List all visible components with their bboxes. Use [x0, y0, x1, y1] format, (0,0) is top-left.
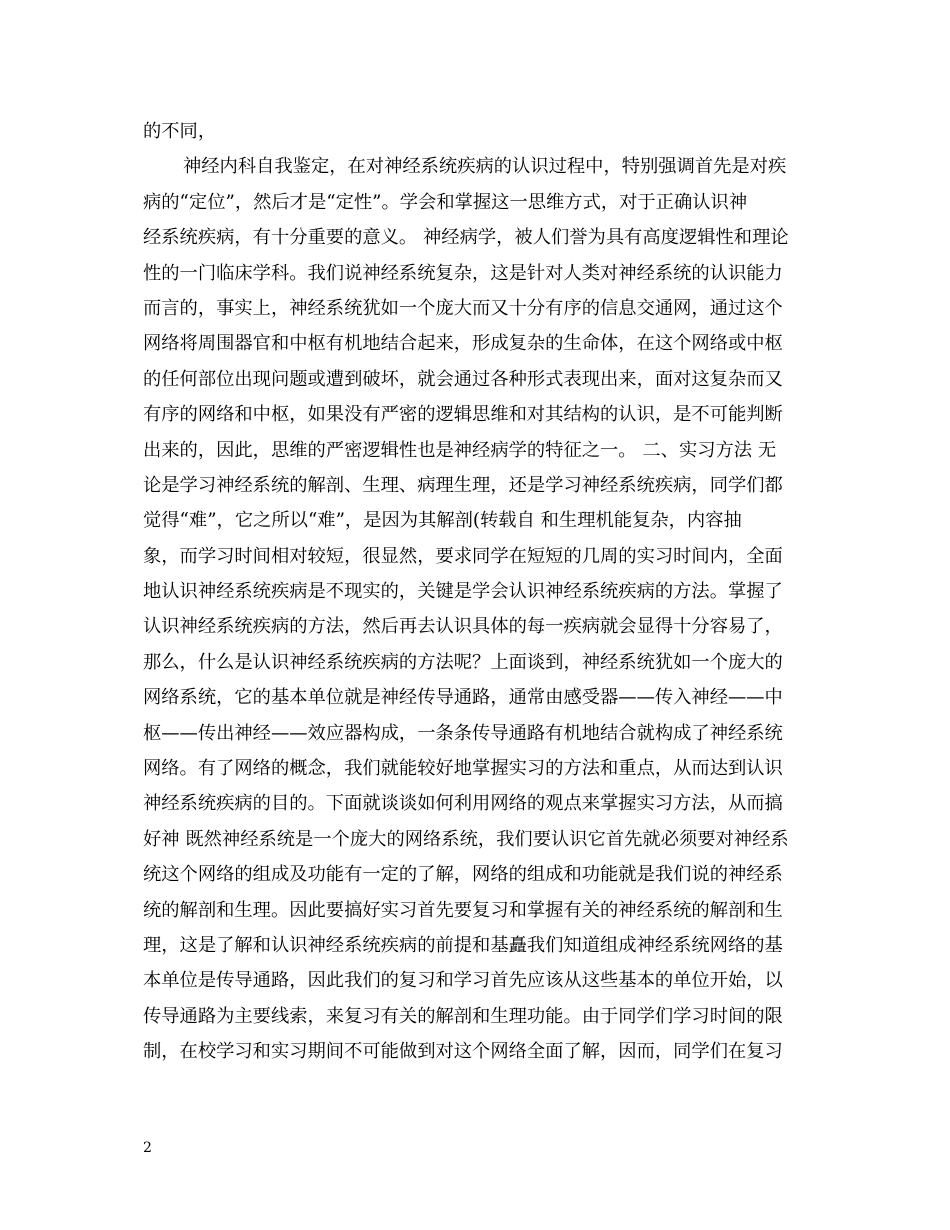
body-text [143, 114, 813, 1070]
text-line: 有序的网络和中枢，如果没有严密的逻辑思维和对其结构的认识，是不可能判断 [143, 404, 783, 426]
text-line: 论是学习神经系统的解剖、生理、病理生理，还是学习神经系统疾病，同学们都 [143, 474, 783, 496]
text-line: 传导通路为主要线索，来复习有关的解剖和生理功能。由于同学们学习时间的限 [143, 1005, 783, 1027]
page-number: 2 [143, 1140, 152, 1156]
text-line: 病的“定位”，然后才是“定性”。学会和掌握这一思维方式，对于正确认识神 [143, 191, 748, 213]
text-line: 地认识神经系统疾病是不现实的，关键是学会认识神经系统疾病的方法。掌握了 [143, 581, 783, 603]
text-line: 而言的，事实上，神经系统犹如一个庞大而又十分有序的信息交通网，通过这个 [143, 297, 783, 319]
text-line: 统的解剖和生理。因此要搞好实习首先要复习和掌握有关的神经系统的解剖和生 [143, 899, 783, 921]
text-line: 理，这是了解和认识神经系统疾病的前提和基矗我们知道组成神经系统网络的基 [143, 934, 783, 956]
text-line: 网络将周围器官和中枢有机地结合起来，形成复杂的生命体，在这个网络或中枢 [143, 333, 783, 355]
text-line: 神经系统疾病的目的。下面就谈谈如何利用网络的观点来掌握实习方法，从而搞 [143, 793, 783, 815]
text-line: 的任何部位出现问题或遭到破坏，就会通过各种形式表现出来，面对这复杂而又 [143, 368, 783, 390]
text-line: 觉得“难”，它之所以“难”，是因为其解剖(转载自 和生理机能复杂，内容抽 [143, 510, 742, 532]
text-line: 经系统疾病，有十分重要的意义。 神经病学，被人们誉为具有高度逻辑性和理论 [143, 227, 789, 249]
text-line: 那么，什么是认识神经系统疾病的方法呢？上面谈到，神经系统犹如一个庞大的 [143, 651, 783, 673]
text-line: 制，在校学习和实习期间不可能做到对这个网络全面了解，因而，同学们在复习 [143, 1041, 783, 1063]
text-line: 枢——传出神经——效应器构成，一条条传导通路有机地结合就构成了神经系统 [143, 722, 783, 744]
text-line: 网络。有了网络的概念，我们就能较好地掌握实习的方法和重点，从而达到认识 [143, 758, 783, 780]
text-line: 好神 既然神经系统是一个庞大的网络系统，我们要认识它首先就必须要对神经系 [143, 828, 789, 850]
text-line: 网络系统，它的基本单位就是神经传导通路，通常由感受器——传入神经——中 [143, 687, 783, 709]
text-line: 认识神经系统疾病的方法，然后再去认识具体的每一疾病就会显得十分容易了， [143, 616, 783, 638]
text-line: 出来的，因此，思维的严密逻辑性也是神经病学的特征之一。 二、实习方法 无 [143, 439, 777, 461]
text-line: 性的一门临床学科。我们说神经系统复杂，这是针对人类对神经系统的认识能力 [143, 262, 783, 284]
text-line: 象，而学习时间相对较短，很显然，要求同学在短短的几周的实习时间内，全面 [143, 545, 783, 567]
text-line: 统这个网络的组成及功能有一定的了解，网络的组成和功能就是我们说的神经系 [143, 864, 783, 886]
text-line: 神经内科自我鉴定，在对神经系统疾病的认识过程中，特别强调首先是对疾 [183, 156, 787, 178]
text-line: 本单位是传导通路，因此我们的复习和学习首先应该从这些基本的单位开始，以 [143, 970, 783, 992]
text-line: 的不同， [143, 121, 217, 142]
